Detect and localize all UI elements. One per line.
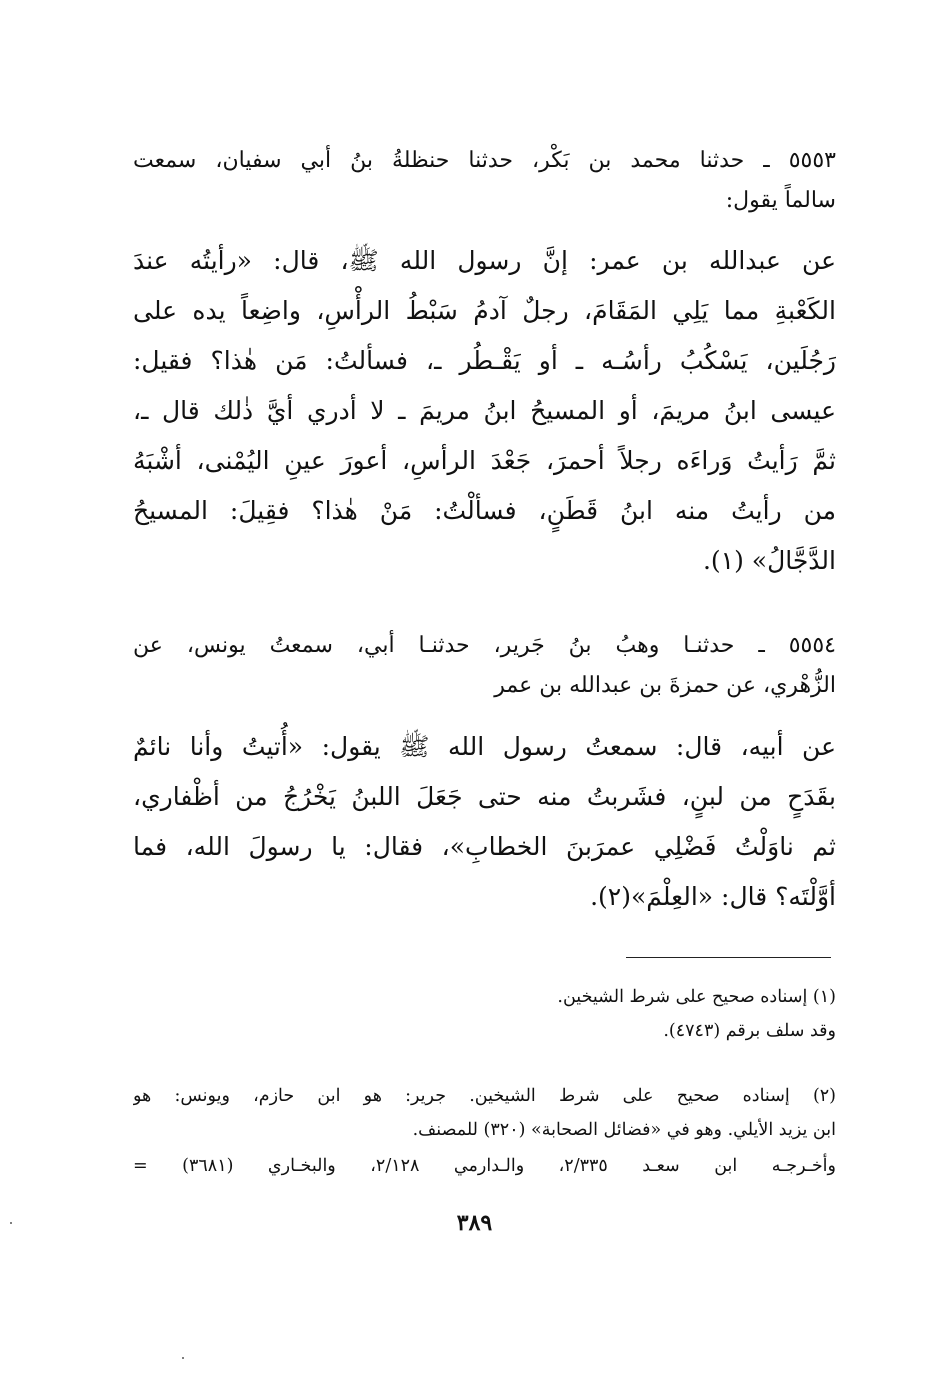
text-line: الدَّجَّالُ» (١). xyxy=(702,546,836,575)
text-line: الزُّهْري، عن حمزةَ بن عبدالله بن عمر xyxy=(494,673,836,698)
text-line: أوَّلْتَه؟ قال: «العِلْمَ»(٢). xyxy=(590,882,836,911)
text-line: ثم ناوَلْتُ فَضْلِي عمرَبنَ الخطابِ»، فقال: يا رسولَ الله، فما xyxy=(133,832,836,861)
scan-speck xyxy=(182,1357,184,1359)
scan-speck xyxy=(10,1222,12,1224)
hadith-5553-isnad xyxy=(133,141,836,221)
footnote-2 xyxy=(133,1079,836,1147)
hadith-5554-matn xyxy=(133,722,836,922)
footnote-line: (١) إسناده صحيح على شرط الشيخين. xyxy=(557,987,836,1007)
text-line: من رأيتُ منه ابنُ قَطَنٍ، فسألْتُ: مَنْ هٰذا؟ فقِيلَ: المسيحُ xyxy=(133,496,836,525)
footnote-line: (٢) إسناده صحيح على شرط الشيخين. جرير: هو ابن حازم، ويونس: هو xyxy=(133,1086,836,1106)
text-line: بقَدَحٍ من لبنٍ، فشَربتُ منه حتى جَعَلَ اللبنُ يَخْرُجُ من أظْفاري، xyxy=(133,782,836,811)
page-number: ٣٨٩ xyxy=(456,1210,493,1236)
text-line: سالماً يقول: xyxy=(725,188,836,213)
footnote-line: وأخـرجـه ابن سعـد ٢/٣٣٥، والـدارمي ٢/١٢٨، والبخـاري (٣٦٨١) = xyxy=(133,1156,836,1176)
hadith-5553-matn xyxy=(133,236,836,586)
footnote-line: ابن يزيد الأيلي. وهو في «فضائل الصحابة» (٣٢٠) للمصنف. xyxy=(412,1120,836,1140)
text-line: عيسى ابنُ مريمَ، أو المسيحُ ابنُ مريمَ ـ لا أدري أيَّ ذٰلك قال ـ، xyxy=(133,396,836,425)
text-line: الكَعْبةِ مما يَلِي المَقَامَ، رجلٌ آدمُ سَبْطُ الرأْسِ، واضِعاً يده على xyxy=(133,296,836,325)
footnote-line: وقد سلف برقم (٤٧٤٣). xyxy=(663,1021,836,1041)
hadith-5554-isnad xyxy=(133,626,836,706)
text-line: ٥٥٥٣ ـ حدثنا محمد بن بَكْر، حدثنا حنظلةُ بنُ أبي سفيان، سمعت xyxy=(133,148,836,173)
footnote-separator xyxy=(626,957,831,958)
text-line: ثمَّ رَأيتُ وَراءَه رجلاً أحمرَ، جَعْدَ الرأسِ، أعورَ عينِ اليُمْنى، أشْبَهُ xyxy=(133,446,836,475)
footnote-2-continuation xyxy=(133,1149,836,1183)
text-line: رَجُلَين، يَسْكُبُ رأسُـه ـ أو يَقْـطُر ـ، فسألتُ: مَن هٰذا؟ فقيل: xyxy=(133,346,836,375)
text-line: عن أبيه، قال: سمعتُ رسول الله ﷺ يقول: «أُتيتُ وأنا نائمٌ xyxy=(133,732,836,761)
text-line: عن عبدالله بن عمر: إنَّ رسول الله ﷺ، قال: «رأيتُه عندَ xyxy=(133,246,836,275)
text-line: ٥٥٥٤ ـ حدثنـا وهبُ بنُ جَرير، حدثنـا أبي، سمعتُ يونس، عن xyxy=(133,633,836,658)
footnote-1 xyxy=(133,980,836,1048)
